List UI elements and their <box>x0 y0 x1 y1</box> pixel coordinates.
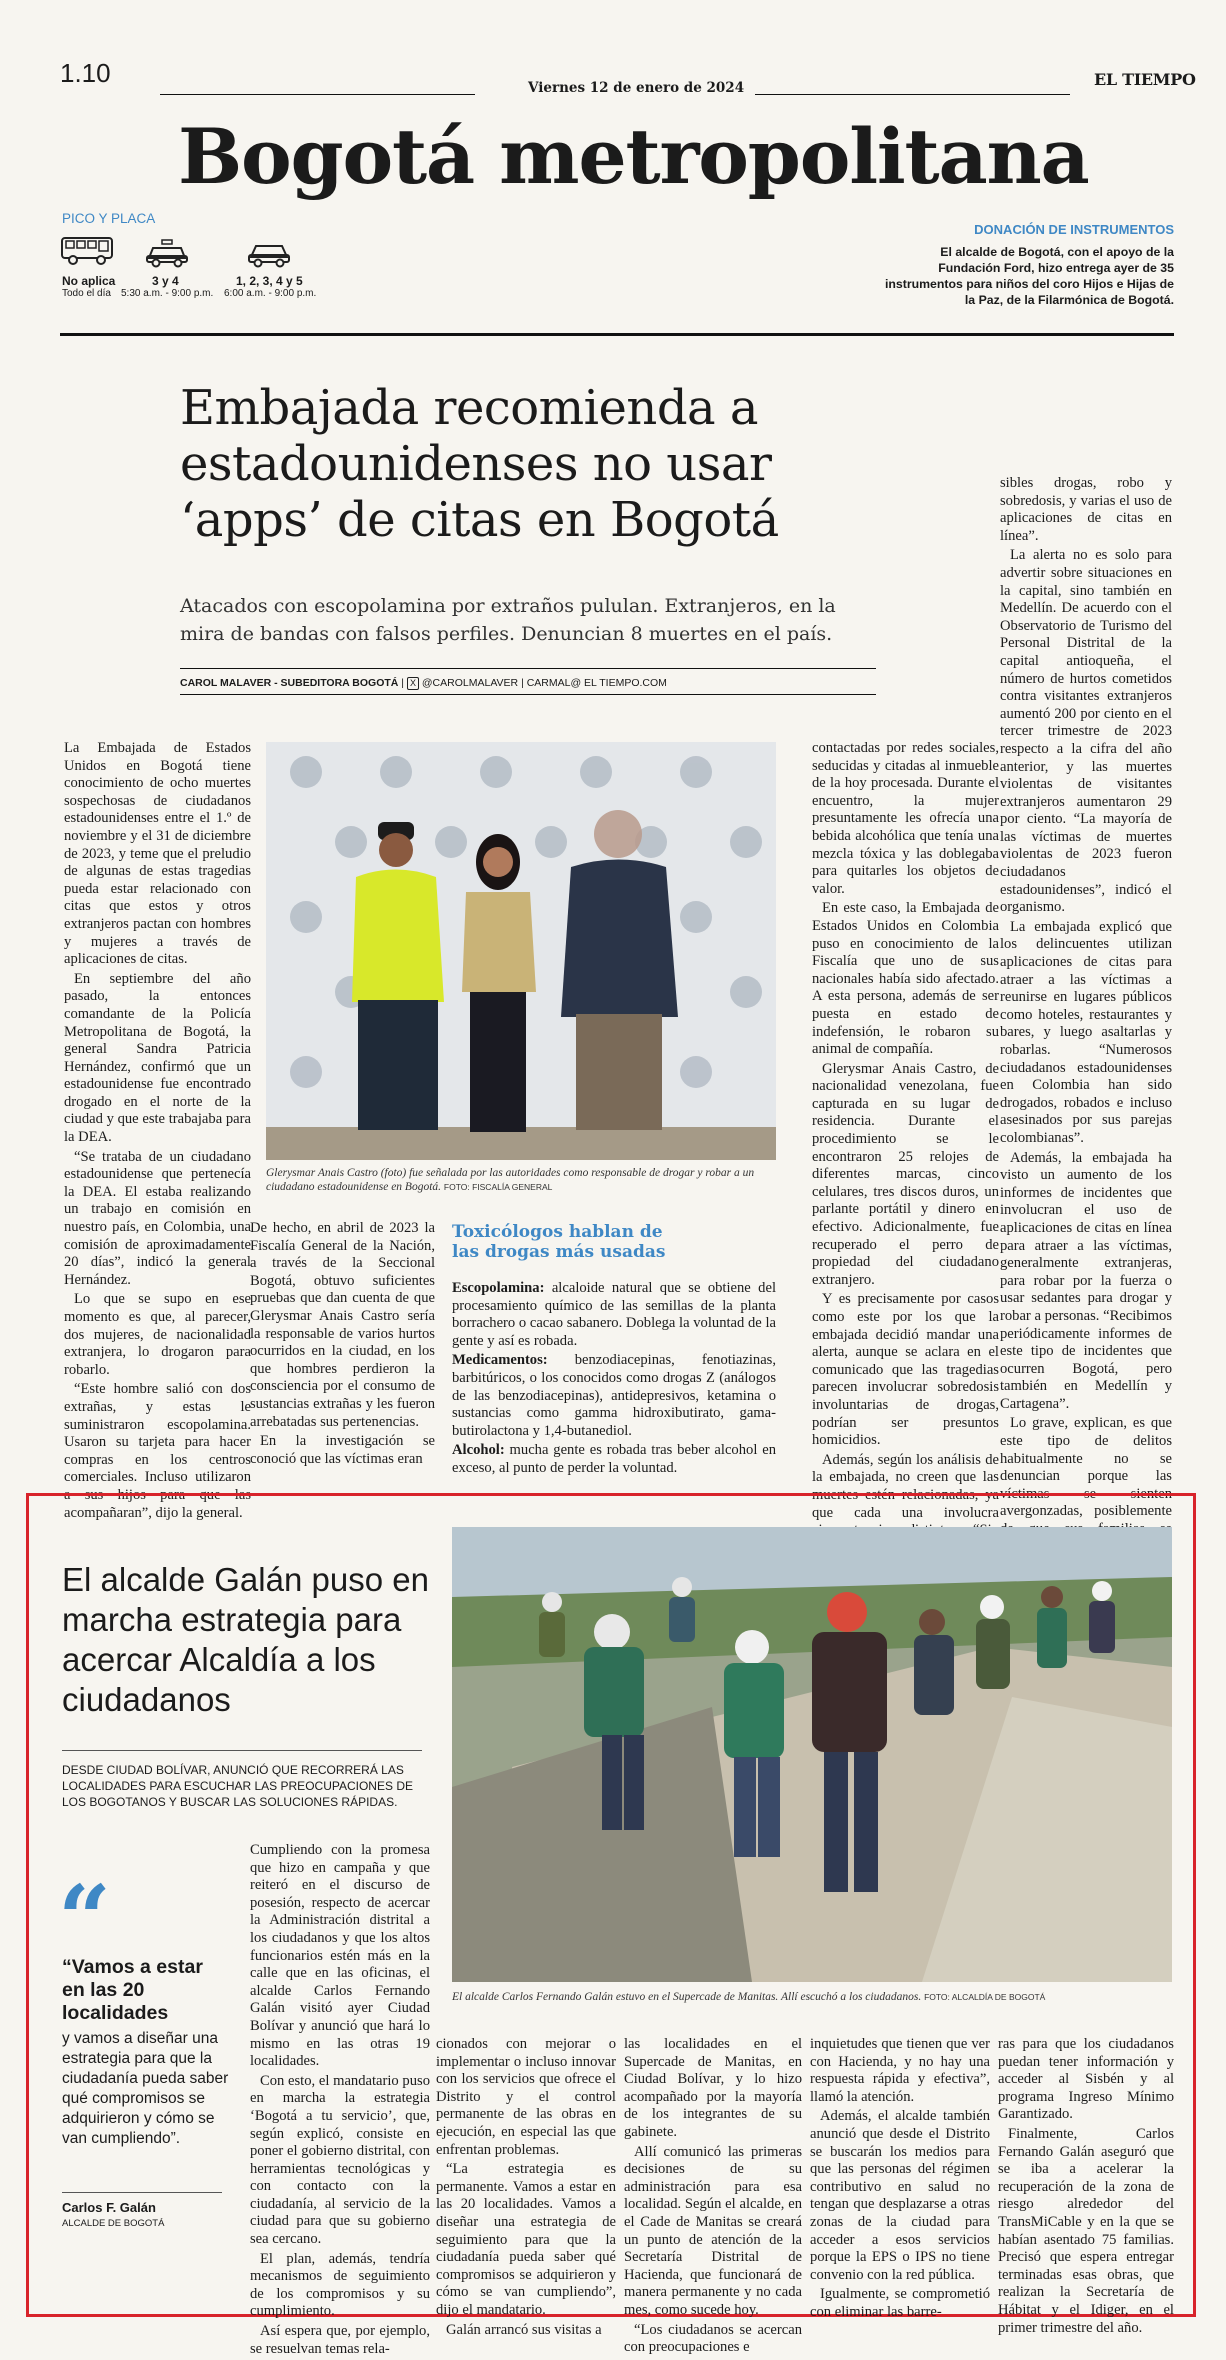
paragraph: Igualmente, se comprometió con eliminar las barre- <box>810 2286 990 2320</box>
section-divider <box>60 333 1174 336</box>
header-rule-right <box>755 94 1070 95</box>
photo-credit: FOTO: FISCALÍA GENERAL <box>443 1182 553 1192</box>
article1-column-4 <box>812 740 999 1577</box>
paragraph: Además, según los análisis de la embajada, no creen que las muertes estén relacionadas, ya que cada una involucra <box>812 1451 999 1521</box>
x-icon: X <box>407 677 419 690</box>
paragraph: La embajada explicó que los delincuentes utilizan aplicaciones de citas para atraer a las víctimas a reunirse en lugares públicos como hoteles, restaurantes y bares, y luego asaltarlas y robarlas. “Numerosos ciudadanos estadounidenses en Colombia han sido drogados, robados e incluso asesinados por sus parejas colombianas”. <box>1000 918 1172 1146</box>
header-rule-left <box>160 94 475 95</box>
page-number: 1.10 <box>60 58 111 88</box>
paragraph: En la investigación se conoció que las víctimas eran <box>250 1433 435 1467</box>
byline <box>180 677 667 690</box>
brand-logo: EL TIEMPO <box>1094 70 1196 89</box>
toxic-desc: alcaloide natural que se obtiene del procesamiento químico de las semillas de la planta borrachero o cacao sabanero. Doblega la voluntad de la gente y así es robada. <box>452 1280 776 1349</box>
paragraph: Y es precisamente por casos como este por los que la embajada decidió mandar una alerta, aunque se aclara en el comunicado que las tragedias parecen involucrar sobredosis involuntarias de drogas, podrían ser presuntos homicidios. <box>812 1291 999 1449</box>
paragraph: La Embajada de Estados Unidos en Bogotá tiene conocimiento de ocho muertes sospechosas de ciudadanos estadounidenses entre el 1.º de noviembre y el 31 de diciembre de 2023, y teme que el preludio de algunas de estas tragedias pueda estar relacionado con citas que estos y otros extranjeros pactan con hombres y mujeres a través de aplicaciones de citas. <box>64 740 251 968</box>
article2-column-c <box>624 2036 802 2359</box>
article1-photo <box>266 742 776 1160</box>
paragraph: Además, la embajada ha visto un aumento de los informes de incidentes que involucran el uso de aplicaciones de citas en línea para atraer a las víctimas, generalmente extranjeras, para robar por la fuerza o usar sedantes para drogar y robar a personas. “Recibimos periódicamente informes de este tipo de incidentes que ocurren Bogotá, pero también en Medellín y Cartagena”. <box>1000 1149 1172 1412</box>
article2-deck: DESDE CIUDAD BOLÍVAR, ANUNCIÓ QUE RECORRERÁ LAS LOCALIDADES PARA ESCUCHAR LAS PREOCUPACIONES DE LOS BOGOTANOS Y BUSCAR LAS SOLUCIONES RÁPIDAS. <box>62 1763 413 1809</box>
toxic-box-list <box>452 1280 776 1480</box>
toxic-term: Escopolamina: <box>452 1280 545 1296</box>
photo-credit: FOTO: ALCALDÍA DE BOGOTÁ <box>924 1992 1046 2002</box>
paragraph: De hecho, en abril de 2023 la Fiscalía General de la Nación, a través de la Seccional Bogotá, obtuvo suficientes pruebas que dan cuenta de que Glerysmar Anais Castro sería la responsable de varios hurtos ocurridos en la ciudad, en los que hombres perdieron la consciencia por el consumo de sustancias extrañas y les fueron arrebatadas sus pertenencias. <box>250 1220 435 1430</box>
paragraph: cionados con mejorar o implementar o incluso innovar con los servicios que ofrece el Distrito y el control permanente de las obras en ejecución, en especial las que enfrentan problemas. <box>436 2036 616 2158</box>
byline-rule-top <box>180 668 876 669</box>
quote-mark-icon: “ <box>58 1865 111 1973</box>
pico-placa-hours: 5:30 a.m. - 9:00 p.m. <box>121 288 214 299</box>
toxic-desc: mucha gente es robada tras beber alcohol en exceso, al punto de perder la voluntad. <box>452 1442 776 1476</box>
paragraph: Galán arrancó sus visitas a <box>446 2321 602 2338</box>
quote-author: Carlos F. Galán <box>62 2200 156 2215</box>
paragraph: sibles drogas, robo y sobredosis, y varias el uso de aplicaciones de citas en línea”. <box>1000 475 1172 544</box>
pico-placa-plates: 3 y 4 <box>152 274 179 288</box>
article2-column-d <box>810 2036 990 2324</box>
paragraph: contactadas por redes sociales, seducidas y citadas al inmueble de la hoy procesada. Durante el encuentro, la mujer presuntamente les ofrecía una bebida alcohólica que tenía una mezcla tóxica y las doblegaba para quitarles los objetos de valor. <box>812 740 999 897</box>
paragraph: “La estrategia es permanente. Vamos a estar en las 20 localidades. Vamos a diseñar una estrategia de seguimiento para que la ciudadanía pueda saber qué compromisos se adquirieron y cómo se van cumpliendo”, dijo el mandatario. <box>436 2161 616 2318</box>
pico-placa-plates: No aplica <box>62 274 116 288</box>
pull-quote-text: y vamos a diseñar una estrategia para que la ciudadanía pueda saber qué compromisos se adquirieron y cómo se van cumpliendo”. <box>62 2030 229 2147</box>
pull-quote-bold: “Vamos a estar en las 20 localidades <box>62 1956 203 2024</box>
paragraph: ras para que los ciudadanos puedan tener información y acceder al Sisbén y al programa Ingreso Mínimo Garantizado. <box>998 2036 1174 2123</box>
paragraph: Lo que se supo en ese momento es que, al parecer, dos mujeres, de nacionalidad extranjera, lo drogaron para robarlo. <box>64 1291 251 1378</box>
pico-placa-hours: 6:00 a.m. - 9:00 p.m. <box>224 288 317 299</box>
article2-column-b <box>436 2036 616 2341</box>
paragraph: “Se trataba de un ciudadano estadounidense que pertenecía la DEA. El estaba realizando un trabajo en comisión en nuestro país, en Colombia, una comisión de aproximadamente 20 días”, indicó la general Hernández. <box>64 1148 251 1288</box>
toxic-item <box>452 1280 776 1350</box>
toxic-item <box>452 1352 776 1440</box>
byline-x-handle[interactable]: @CAROLMALAVER <box>421 677 519 689</box>
article2-column-e <box>998 2036 1174 2339</box>
car-icon <box>247 240 291 268</box>
paragraph: En este caso, la Embajada de Estados Unidos en Colombia puso en conocimiento de la Fiscalía que uno de sus nacionales había sido afectado. A esta persona, además de ser puesta en estado de indefensión, le robaron su animal de compañía. <box>812 900 999 1058</box>
caption-text: Glerysmar Anais Castro (foto) fue señalada por las autoridades como responsable de drogar y robar a un ciudadano estadounidense en Bogotá. <box>266 1167 755 1193</box>
taxi-icon <box>145 238 189 268</box>
paragraph: Así espera que, por ejemplo, se resuelvan temas rela- <box>250 2323 430 2357</box>
article1-photo-caption <box>266 1166 776 1194</box>
byline-rule-bottom <box>180 694 876 695</box>
paragraph: Con esto, el mandatario puso en marcha la estrategia ‘Bogotá a tu servicio’, que, según explicó, consiste en poner el gobierno distrital, con herramientas tecnológicas y con contacto con la ciudadanía, al servicio de la ciudad para que su gobierno sea cercano. <box>250 2072 430 2248</box>
caption-text: El alcalde Carlos Fernando Galán estuvo en el Supercade de Manitas. Allí escuchó a los ciudadanos. <box>452 1991 922 2003</box>
paragraph: Finalmente, Carlos Fernando Galán aseguró que se iba a acelerar la recuperación de la zona de riesgo alrededor del TransMiCable y en la que se habían asentado 75 familias. Precisó que espera entregar terminadas esas obras, que realizan la Secretaría de Hábitat y el Idiger, en el primer trimestre del año. <box>998 2125 1174 2336</box>
paragraph: Glerysmar Anais Castro, de nacionalidad venezolana, fue capturada en su lugar de residencia. Durante el procedimiento se le encontraron 25 relojes de diferentes marcas, cinco celulares, tres discos duros, un parlante portátil y dinero en efectivo. Adicionalmente, fue recuperado el perro de propiedad del ciudadano extranjero. <box>812 1060 999 1288</box>
paragraph: Cumpliendo con la promesa que hizo en campaña y que reiteró en el discurso de posesión, respecto de acercar la Administración distrital a los ciudadanos y que los altos funcionarios estén más en la calle que en las oficinas, el alcalde Carlos Fernando Galán visitó ayer Ciudad Bolívar y anunció que hará lo mismo en las otras 19 localidades. <box>250 1842 430 2070</box>
donation-text: El alcalde de Bogotá, con el apoyo de la Fundación Ford, hizo entrega ayer de 35 instrumentos para niños del coro Hijos e Hijas de la Paz, de la Filarmónica de Bogotá. <box>884 245 1174 307</box>
toxic-item <box>452 1442 776 1477</box>
byline-email[interactable]: CARMAL@ EL TIEMPO.COM <box>526 677 667 689</box>
article2-photo-caption <box>452 1990 1172 2004</box>
byline-separator: | <box>521 677 527 689</box>
article2-column-a <box>250 1842 430 2360</box>
quote-rule <box>62 2192 222 2193</box>
pull-quote <box>62 1956 230 2149</box>
pico-placa-hours: Todo el día <box>62 288 111 299</box>
paragraph: Además, el alcalde también anunció que desde el Distrito se buscarán los medios para que las personas del régimen contributivo en salud no tengan que desplazarse a otras zonas de la ciudad para acceder a esos servicios porque la EPS o IPS no tiene convenio con la red pública. <box>810 2108 990 2283</box>
article1-headline: Embajada recomienda a estadounidenses no usar ‘apps’ de citas en Bogotá <box>180 380 779 548</box>
page-date: Viernes 12 de enero de 2024 <box>528 80 745 96</box>
toxic-box-title: Toxicólogos hablan de las drogas más usadas <box>452 1222 666 1262</box>
paragraph: “Los ciudadanos se acercan con preocupaciones e <box>624 2321 802 2356</box>
paragraph: “Este hombre salió con dos extrañas, y estas le suministraron escopolamina. Usaron su tarjeta para hacer compras en los centros comerciales. Incluso utilizaron a sus hijos para que las acompañaran”, dijo la general. <box>64 1381 251 1521</box>
pico-placa-plates: 1, 2, 3, 4 y 5 <box>236 274 303 288</box>
paragraph: El plan, además, tendría mecanismos de seguimiento de los compromisos y su cumplimiento. <box>250 2250 430 2320</box>
bus-icon <box>60 235 116 267</box>
paragraph: La alerta no es solo para advertir sobre situaciones en la capital, sino también en Medellín. De acuerdo con el Observatorio de Turismo del Personal Distrital de la capital antioqueña, el número de hurtos cometidos contra visitantes extranjeros aumentó 200 por ciento en el tercer trimestre de 2023 respecto a la cifra del año anterior, y las muertes violentas de visitantes extranjeros aumentaron 29 por ciento. “La mayoría de las víctimas de muertes violentas de 2023 fueron ciudadanos estadounidenses”, indicó el organismo. <box>1000 547 1172 916</box>
paragraph: Lo grave, explican, es que este tipo de delitos habitualmente no se denuncian porque las víctimas se sienten avergonzadas, posiblemente <box>1000 1415 1172 1520</box>
article2-headline: El alcalde Galán puso en marcha estrategia para acercar Alcaldía a los ciudadanos <box>62 1561 429 1718</box>
toxic-term: Medicamentos: <box>452 1352 548 1369</box>
paragraph: las localidades en el Supercade de Manitas, en Ciudad Bolívar, y lo hizo acompañado por la mayoría de los integrantes de su gabinete. <box>624 2036 802 2140</box>
article1-column-1 <box>64 740 251 1524</box>
article1-deck: Atacados con escopolamina por extraños pululan. Extranjeros, en la mira de bandas con falsos perfiles. Denuncian 8 muertes en el país. <box>180 595 836 645</box>
article2-deck-rule <box>62 1750 422 1751</box>
toxic-term: Alcohol: <box>452 1442 505 1459</box>
paragraph: Allí comunicó las primeras decisiones de su administración para esa localidad. Según el alcalde, en el Cade de Manitas se creará un punto de atención de la Secretaría Distrital de Hacienda, que funcionará de manera permanente y no cada mes, como sucede hoy. <box>624 2143 802 2318</box>
paragraph: inquietudes que tienen que ver con Hacienda, y no hay una respuesta rápida y efectiva”, llamó la atención. <box>810 2036 990 2105</box>
quote-role: ALCALDE DE BOGOTÁ <box>62 2218 165 2229</box>
paragraph: En septiembre del año pasado, la entonces comandante de la Policía Metropolitana de Bogotá, la general Sandra Patricia Hernández, confirmó que un estadounidense fue encontrado drogado en el norte de la ciudad y que este trabajaba para la DEA. <box>64 970 251 1146</box>
pico-placa-label: PICO Y PLACA <box>62 211 156 226</box>
section-title: Bogotá metropolitana <box>178 112 1089 201</box>
donation-label: DONACIÓN DE INSTRUMENTOS <box>974 222 1174 237</box>
toxic-desc: benzodiacepinas, fenotiazinas, barbitúricos, o los conocidos como drogas Z (análogos de las benzodiacepinas), antidepresivos, ketamina o sustancias como gamma hidroxibutirato, gama-butirolactona y 1,4-butanediol. <box>452 1352 776 1439</box>
byline-separator: | <box>401 677 407 689</box>
byline-author: CAROL MALAVER - SUBEDITORA BOGOTÁ <box>180 677 399 689</box>
article2-photo <box>452 1527 1172 1982</box>
article1-column-2 <box>250 1220 435 1470</box>
